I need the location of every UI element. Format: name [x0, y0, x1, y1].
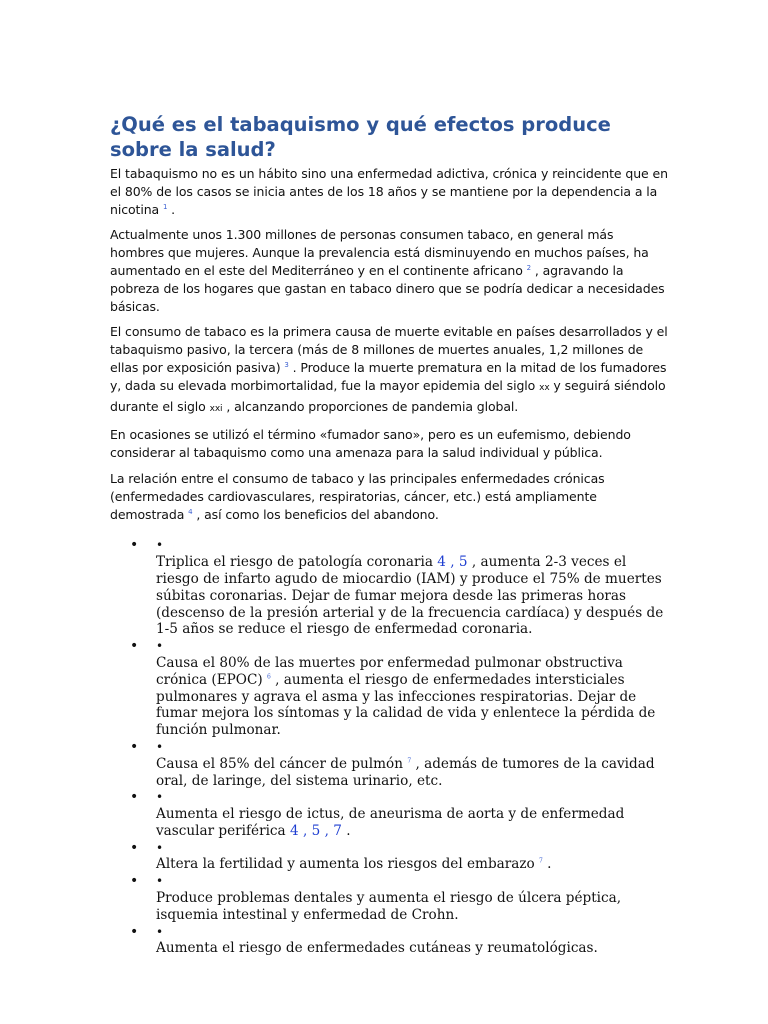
century-numeral: xx: [539, 382, 550, 393]
bullet-marker: •: [130, 873, 139, 890]
list-item-text: , aumenta el riesgo de enfermedades intersticiales pulmonares y agrava el asma y las infecciones respiratorias. Dejar de fumar mejora los síntomas y la calidad de vida y enlentece la pérdida de función pulmonar.: [156, 671, 656, 739]
list-item: [110, 873, 670, 923]
reference-superscript[interactable]: 4: [188, 507, 193, 516]
list-item-text: , además de tumores de la cavidad oral, de laringe, del sistema urinario, etc.: [156, 755, 655, 789]
paragraph-4: En ocasiones se utilizó el término «fumador sano», pero es un eufemismo, debiendo considerar al tabaquismo como una amenaza para la salud individual y pública.: [110, 427, 631, 461]
list-item-text: Triplica el riesgo de patología coronaria: [156, 554, 433, 571]
reference-link[interactable]: 5: [458, 554, 468, 571]
reference-separator: ,: [320, 822, 334, 839]
reference-link[interactable]: 7: [333, 822, 342, 839]
reference-superscript[interactable]: 7: [407, 757, 412, 765]
bullet-marker: •: [156, 874, 164, 889]
paragraph-text: , alcanzando proporciones de pandemia global.: [222, 398, 519, 414]
paragraph-5: [110, 470, 670, 523]
effects-list: [110, 537, 670, 957]
paragraph-text: El tabaquismo no es un hábito sino una enfermedad adictiva, crónica y reincidente que en el 80% de los casos se inicia antes de los 18 años y se mantiene por la dependencia a la nicotina: [110, 166, 668, 217]
paragraph-text: La relación entre el consumo de tabaco y las principales enfermedades crónicas (enfermedades cardiovasculares, respiratorias, cáncer, etc.) está ampliamente demostrada: [110, 470, 605, 522]
paragraph-text: . Produce la muerte prematura en la mitad de los fumadores y, dada su elevada morbimortalidad, fue la mayor epidemia del siglo: [110, 359, 667, 393]
paragraph-text: , así como los beneficios del abandono.: [192, 506, 439, 522]
list-item: [110, 638, 670, 739]
list-item-text: Altera la fertilidad y aumenta los riesgos del embarazo: [156, 856, 535, 873]
reference-superscript[interactable]: 3: [284, 360, 289, 369]
reference-superscript[interactable]: 7: [539, 857, 543, 865]
reference-link[interactable]: 4: [437, 554, 446, 571]
bullet-marker: •: [130, 839, 139, 856]
paragraph-text: y seguirá siéndolo durante el siglo: [110, 377, 666, 414]
reference-link[interactable]: 5: [311, 822, 321, 839]
bullet-marker: •: [156, 538, 164, 553]
reference-separator: ,: [298, 822, 312, 839]
bullet-marker: •: [130, 537, 139, 554]
list-item-text: Produce problemas dentales y aumenta el riesgo de úlcera péptica, isquemia intestinal y enfermedad de Crohn.: [156, 890, 622, 923]
bullet-marker: •: [130, 638, 139, 655]
list-item-text: Causa el 85% del cáncer de pulmón: [156, 755, 403, 772]
list-item-text: .: [341, 822, 351, 839]
paragraph-text: .: [167, 201, 176, 217]
bullet-marker: •: [130, 923, 139, 940]
list-item-text: , aumenta 2-3 veces el riesgo de infarto agudo de miocardio (IAM) y produce el 75% de muertes súbitas coronarias. Dejar de fumar mejora desde las primeras horas (descenso de la presión arterial y de la frecuencia cardíaca) y después de 1-5 años se reduce el riesgo de enfermedad coronaria.: [156, 554, 664, 638]
paragraph-text: Actualmente unos 1.300 millones de personas consumen tabaco, en general más hombres que mujeres. Aunque la prevalencia está disminuyendo en muchos países, ha aumentado en el este del Mediterráneo y en el continente africano: [110, 227, 649, 278]
page-title: ¿Qué es el tabaquismo y qué efectos produce sobre la salud?: [110, 113, 611, 161]
reference-superscript[interactable]: 1: [162, 202, 168, 211]
list-item: [110, 739, 670, 789]
bullet-marker: •: [130, 738, 139, 755]
century-numeral: xxi: [209, 403, 223, 414]
document-page: [110, 112, 670, 957]
paragraph-1: [110, 165, 670, 218]
paragraph-2: [110, 226, 670, 315]
list-item: [110, 789, 670, 839]
reference-superscript[interactable]: 2: [526, 263, 531, 272]
reference-superscript[interactable]: 6: [267, 673, 271, 681]
list-item-text: Aumenta el riesgo de ictus, de aneurisma de aorta y de enfermedad vascular periférica: [156, 806, 625, 839]
list-item: [110, 537, 670, 638]
list-item: [110, 840, 670, 874]
list-item-text: Aumenta el riesgo de enfermedades cutáneas y reumatológicas.: [156, 940, 598, 957]
bullet-marker: •: [156, 639, 164, 654]
reference-separator: ,: [445, 554, 459, 571]
bullet-marker: •: [156, 790, 164, 805]
bullet-marker: •: [130, 789, 139, 806]
bullet-marker: •: [156, 739, 164, 754]
paragraph-3: [110, 323, 670, 418]
list-item: [110, 924, 670, 958]
list-item-text: .: [542, 856, 552, 873]
reference-link[interactable]: 4: [289, 822, 299, 839]
list-item-text: Causa el 80% de las muertes por enfermedad pulmonar obstructiva crónica (EPOC): [156, 654, 623, 688]
bullet-marker: •: [156, 924, 164, 939]
bullet-marker: •: [156, 840, 164, 855]
paragraph-text: , agravando la pobreza de los hogares que gastan en tabaco dinero que se podría dedicar a necesidades básicas.: [110, 262, 665, 314]
paragraph-text: El consumo de tabaco es la primera causa de muerte evitable en países desarrollados y el tabaquismo pasivo, la tercera (más de 8 millones de muertes anuales, 1,2 millones de ellas por exposición pasiva): [110, 324, 668, 375]
